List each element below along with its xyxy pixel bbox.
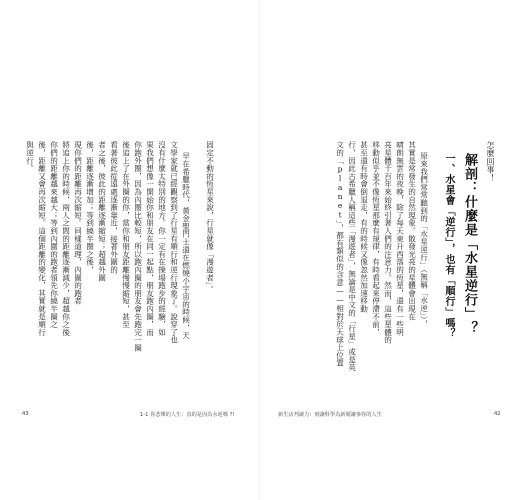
text-column: 者之後，彼此的距離逐漸縮短；超越外圍 xyxy=(97,141,107,282)
text-column: 後，距離逐漸增加；等到繞半圈之後， xyxy=(85,141,95,274)
text-column: 文學家就已經觀察到了行星有順行和逆行現象了。說穿了也 xyxy=(169,141,179,344)
text-column: 將追上你的時候，兩人之間的距離逐漸減少，超越你之後 xyxy=(61,141,71,336)
text-column: 原來我們常常聽到的「水星逆行」（無稱「水逆」）， xyxy=(419,152,429,328)
text-column: 亮星體千百年來始終引著人們的注意力。然而，這些星體的 xyxy=(383,141,393,344)
text-column: 移動似乎並不像恆星那麼有規律，有時看起來停滯不前， xyxy=(371,141,381,336)
text-column: 現你們的距離再次縮短。同樣道理，內圍的跑者 xyxy=(73,141,83,305)
text-column: 固定不動的恆星來說，行星就像「漫遊者」。 xyxy=(205,141,215,294)
text-column: 與逆行。 xyxy=(25,141,35,173)
text-column: 你們的距離越來越大；等到內圍的跑者領先你繞半圈之 xyxy=(49,141,59,329)
text-column: 果我們想像一開始你和朋友在同一起點，朋友跑內圈，而 xyxy=(145,141,155,336)
page-number: 43 xyxy=(22,411,29,417)
text-column: 甚至還有時會倒退走，有的時候又像忽然加速移動 xyxy=(359,141,369,313)
chapter-mark: 怎麼回事！ xyxy=(486,141,495,182)
text-column: 晴朗無雲的夜晚，除了每天東升西落的恆星，還有一些明 xyxy=(395,141,405,336)
text-column: 早在希臘時代，黃金聖門士還在燃燒小宇宙的時候，天 xyxy=(181,152,191,340)
section-heading: 解剖：什麼是「水星逆行」？ xyxy=(462,153,477,335)
text-column: 文的「planet」，都有類似的含意——相對於天球上位置 xyxy=(335,141,345,367)
running-footer: 新生活判讀力：到讓科學為新聞讓事你的人生 xyxy=(278,412,382,418)
running-footer: 1-1 你悲慘的人生：真的是因為水逆嗎 ?! xyxy=(140,412,235,418)
text-column: 後追上了在外圈的你，當你和朋友距離慢慢縮短，甚至 xyxy=(121,141,131,329)
page-number: 42 xyxy=(494,411,501,417)
subsection-heading: 一、水星會「逆行」，也有「順行」嗎？ xyxy=(443,153,454,339)
text-column: 行，因此古希臘人稱這些「漫遊者」，無論是中文的「行星」或是英 xyxy=(347,141,357,372)
text-column: 看著彼此從遠處逐漸靠近，接著外圍的 xyxy=(109,141,119,274)
text-column: 其實是常發生的自然現象。散發光亮的星體會出現在 xyxy=(407,141,417,321)
text-column: 沒有什麼太特別的地方。你一定有在操場跑步的經驗，如 xyxy=(157,141,167,336)
text-column: 你跑外圈，因為內圈比較短，所以跑內圈的朋友會先跑完一圈 xyxy=(133,141,143,352)
right-page xyxy=(260,0,520,500)
text-column: 後，距離又會再次縮短。這個距離的變化，其實就是順行 xyxy=(37,141,47,336)
